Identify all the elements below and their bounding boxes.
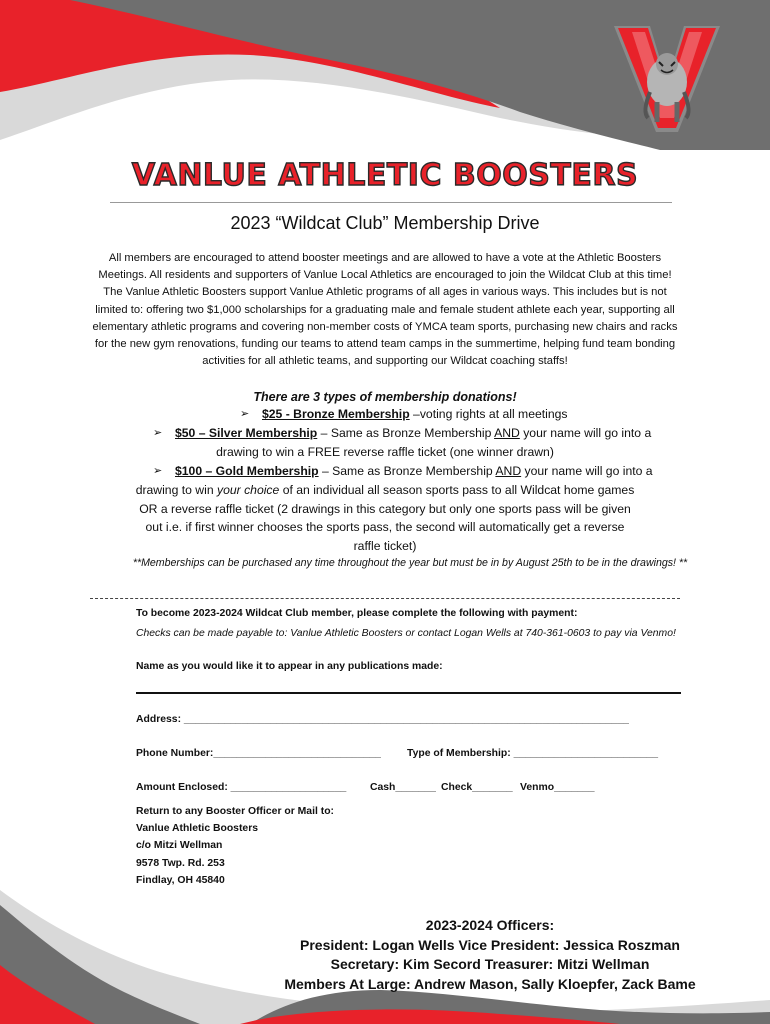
- silver-membership-desc-end: your name will go into a: [519, 426, 652, 440]
- officers-heading: 2023-2024 Officers:: [425, 917, 555, 933]
- gold-membership-desc-end: your name will go into a: [521, 464, 653, 478]
- membership-types-heading: There are 3 types of membership donations!: [253, 390, 517, 404]
- officers-line: Secretary: Kim Secord Treasurer: Mitzi Wellman: [330, 956, 650, 973]
- bullet-arrow-icon: ➢: [240, 408, 250, 420]
- venmo-field[interactable]: Venmo_______: [520, 782, 595, 793]
- cut-line-divider: [90, 598, 680, 599]
- gold-membership-line2: [100, 481, 670, 500]
- vanlue-wildcat-v-logo-icon: [612, 22, 722, 134]
- return-address-line: Findlay, OH 45840: [136, 874, 225, 886]
- name-field[interactable]: [136, 692, 681, 694]
- cash-field[interactable]: Cash_______: [370, 782, 436, 793]
- gold-and: AND: [495, 464, 522, 478]
- amount-enclosed-field[interactable]: Amount Enclosed: ____________________: [136, 782, 347, 793]
- bullet-arrow-icon: ➢: [153, 465, 163, 477]
- address-field[interactable]: Address: _____________________________________________________________________________: [136, 714, 629, 725]
- membership-type-field[interactable]: Type of Membership: _________________________: [407, 748, 659, 759]
- bullet-arrow-icon: ➢: [153, 427, 163, 439]
- bronze-membership-desc: –voting rights at all meetings: [409, 407, 568, 421]
- gold-membership-line5: raffle ticket): [353, 539, 417, 553]
- bronze-membership: [262, 405, 568, 424]
- check-field[interactable]: Check_______: [441, 782, 513, 793]
- gold-line2-start: drawing to win: [135, 483, 217, 497]
- intro-paragraph-2: The Vanlue Athletic Boosters support Vanlue Athletic programs of all ages in various ways. This includes but is not limited to: offering two $1,000 scholarships for a graduating male and female student athlete each year, supporting all elementary athletic programs and covering non-member costs of YMCA team sports, purchasing new chairs and racks for the new gym renovations, funding our teams to attend team camps in the summertime, helping fund team bonding activities for all athletic teams, and supporting our Wildcat coaching staffs!: [92, 286, 678, 368]
- form-checks-note: Checks can be made payable to: Vanlue Athletic Boosters or contact Logan Wells at 740-361-0603 to pay via Venmo!: [136, 628, 676, 639]
- gold-membership-line3: OR a reverse raffle ticket (2 drawings in this category but only one sports pass will be given: [139, 502, 631, 516]
- return-address-line: Vanlue Athletic Boosters: [136, 823, 259, 835]
- officers-line: President: Logan Wells Vice President: Jessica Roszman: [300, 936, 680, 953]
- silver-membership-desc: – Same as Bronze Membership: [317, 426, 495, 440]
- gold-line2-end: of an individual all season sports pass to all Wildcat home games: [279, 483, 635, 497]
- return-address-line: 9578 Twp. Rd. 253: [136, 857, 225, 869]
- return-address-line: Return to any Booster Officer or Mail to:: [136, 806, 335, 817]
- gold-line2-emphasis: your choice: [216, 483, 280, 497]
- intro-text: [88, 250, 682, 370]
- officers-list: [270, 916, 710, 994]
- gold-membership-name: $100 – Gold Membership: [175, 464, 319, 478]
- return-address-line: c/o Mitzi Wellman: [136, 840, 223, 852]
- return-address: [136, 803, 334, 889]
- gold-membership: [175, 462, 653, 481]
- page-title: VANLUE ATHLETIC BOOSTERS: [131, 158, 639, 193]
- form-intro: To become 2023-2024 Wildcat Club member, please complete the following with payment:: [136, 608, 578, 619]
- phone-number-field[interactable]: Phone Number:_____________________________: [136, 748, 381, 759]
- gold-membership-desc: – Same as Bronze Membership: [318, 464, 496, 478]
- membership-deadline-note: **Memberships can be purchased any time throughout the year but must be in by August 25th to be in the drawings! **: [132, 557, 688, 569]
- silver-membership-name: $50 – Silver Membership: [175, 426, 318, 440]
- intro-paragraph-1: All members are encouraged to attend booster meetings and are allowed to have a vote at the Athletic Boosters Meetings. All residents and supporters of Vanlue Local Athletics are encouraged to join the Wildcat Club at this time!: [98, 252, 672, 282]
- name-field-label: Name as you would like it to appear in any publications made:: [136, 661, 443, 672]
- silver-and: AND: [494, 426, 520, 440]
- officers-line: Members At Large: Andrew Mason, Sally Kloepfer, Zack Bame: [284, 975, 696, 992]
- title-divider: [110, 202, 672, 203]
- page-subtitle: 2023 “Wildcat Club” Membership Drive: [230, 213, 540, 233]
- bronze-membership-name: $25 - Bronze Membership: [262, 407, 410, 421]
- silver-membership-line2: drawing to win a FREE reverse raffle ticket (one winner drawn): [216, 445, 554, 459]
- gold-membership-line4: out i.e. if first winner chooses the sports pass, the second will automatically get a reverse: [145, 520, 625, 534]
- silver-membership: [175, 424, 651, 443]
